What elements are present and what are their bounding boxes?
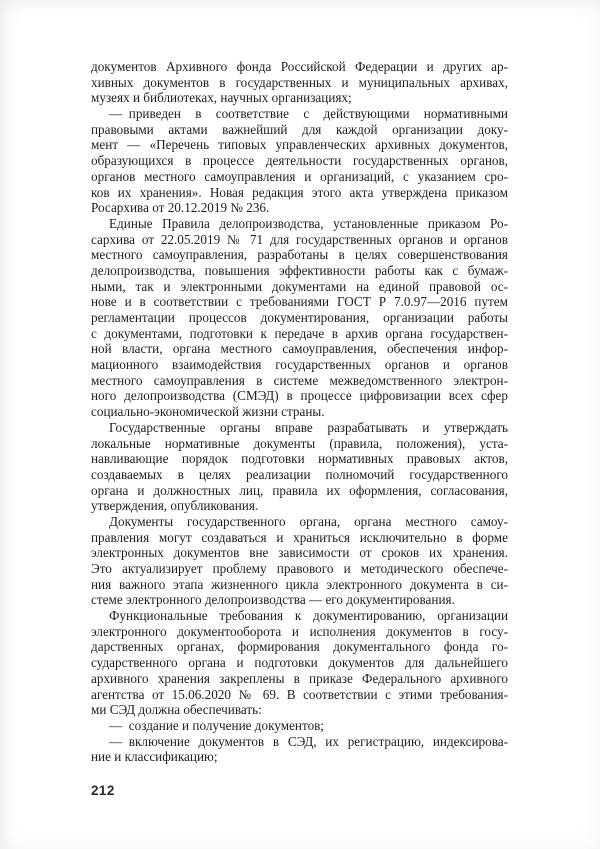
text-line: органа и должностных лиц, правила их оформления, согласования,: [91, 482, 508, 498]
text-line: создаваемых в целях реализации полномочий государственного: [91, 466, 508, 482]
text-line: Единые Правила делопроизводства, установленные приказом Ро-: [109, 215, 508, 231]
paragraph-electronic-documents: [91, 514, 508, 608]
text-line: — создание и получение документов;: [109, 717, 325, 733]
paragraph-list-item-2: [91, 718, 508, 734]
paragraph-list-item-3: [91, 734, 508, 765]
text-line: местного самоуправления в системе межведомственного электрон-: [91, 372, 508, 388]
text-line: правовыми актами важнейший для каждой организации доку-: [91, 121, 508, 137]
text-line: правления могут создаваться и храниться исключительно в форме: [91, 529, 508, 545]
text-line: ного делопроизводства (СМЭД) в процессе цифровизации всех сфер: [91, 388, 508, 404]
text-line: агентства от 15.06.2020 № 69. В соответствии с этими требования-: [91, 686, 508, 702]
paragraph-unified-rules: [91, 216, 508, 420]
text-line: музеях и библиотеках, научных организациях;: [91, 90, 352, 106]
text-line: с документами, подготовки к передаче в архив органа государствен-: [91, 325, 508, 341]
text-line: делопроизводства, повышения эффективности работы как с бумаж-: [91, 262, 508, 278]
text-line: архивного хранения закреплены в приказе Федерального архивного: [91, 670, 508, 686]
text-line: мент — «Перечень типовых управленческих архивных документов,: [91, 137, 508, 153]
text-line: Документы государственного органа, органа местного самоу-: [109, 513, 508, 529]
text-line: электронных документов вне зависимости от сроков их хранения.: [91, 545, 508, 561]
text-line: — включение документов в СЭД, их регистрацию, индексирова-: [109, 733, 508, 749]
text-line: ными, так и электронными документами на единой правовой ос-: [91, 278, 508, 294]
text-line: ние и классификацию;: [91, 749, 218, 765]
paragraph-functional-requirements: [91, 608, 508, 718]
text-line: Государственные органы вправе разрабатывать и утверждать: [109, 419, 508, 435]
text-line: сархива от 22.05.2019 № 71 для государственных органов и органов: [91, 231, 508, 247]
text-line: ной власти, органа местного самоуправления, обеспечения инфор-: [91, 341, 508, 357]
paragraph-state-bodies-rights: [91, 420, 508, 514]
text-line: электронного документооборота и исполнения документов в госу-: [91, 623, 508, 639]
text-line: дарственных органах, формирования документального фонда го-: [91, 639, 508, 655]
text-line: образующихся в процессе деятельности государственных органов,: [91, 153, 508, 169]
text-line: Росархива от 20.12.2019 № 236.: [91, 200, 270, 216]
text-line: сударственного органа и подготовки документов для дальнейшего: [91, 655, 508, 671]
text-line: хивных документов в государственных и муниципальных архивах,: [91, 74, 508, 90]
page-number: 212: [91, 783, 115, 798]
text-line: ми СЭД должна обеспечивать:: [91, 702, 262, 718]
paragraph-continuation: [91, 59, 508, 106]
text-line: ков их хранения». Новая редакция этого акта утверждена приказом: [91, 184, 508, 200]
text-line: навливающие порядок подготовки нормативных правовых актов,: [91, 451, 508, 467]
text-line: утверждения, опубликования.: [91, 498, 259, 514]
text-line: органов местного самоуправления и организаций, с указанием сро-: [91, 168, 508, 184]
text-line: локальные нормативные документы (правила, положения), уста-: [91, 435, 508, 451]
text-line: ния важного этапа жизненного цикла электронного документа в си-: [91, 576, 508, 592]
text-line: социально-экономической жизни страны.: [91, 404, 325, 420]
text-line: Это актуализирует проблему правового и методического обеспече-: [91, 561, 508, 576]
text-line: документов Архивного фонда Российской Федерации и других ар-: [91, 59, 508, 74]
text-line: Функциональные требования к документированию, организации: [109, 608, 508, 624]
text-line: нове и в соответствии с требованиями ГОСТ Р 7.0.97—2016 путем: [91, 294, 508, 310]
text-line: регламентации процессов документирования, организации работы: [91, 310, 508, 325]
text-line: местного самоуправления, разработаны в целях совершенствования: [91, 247, 508, 263]
text-line: мационного взаимодействия государственных органов и органов: [91, 357, 508, 373]
paragraph-list-item-1: [91, 106, 508, 216]
text-line: стеме электронного делопроизводства — его документирования.: [91, 592, 455, 608]
text-line: — приведен в соответствие с действующими нормативными: [109, 106, 508, 122]
page-text: [91, 59, 508, 765]
